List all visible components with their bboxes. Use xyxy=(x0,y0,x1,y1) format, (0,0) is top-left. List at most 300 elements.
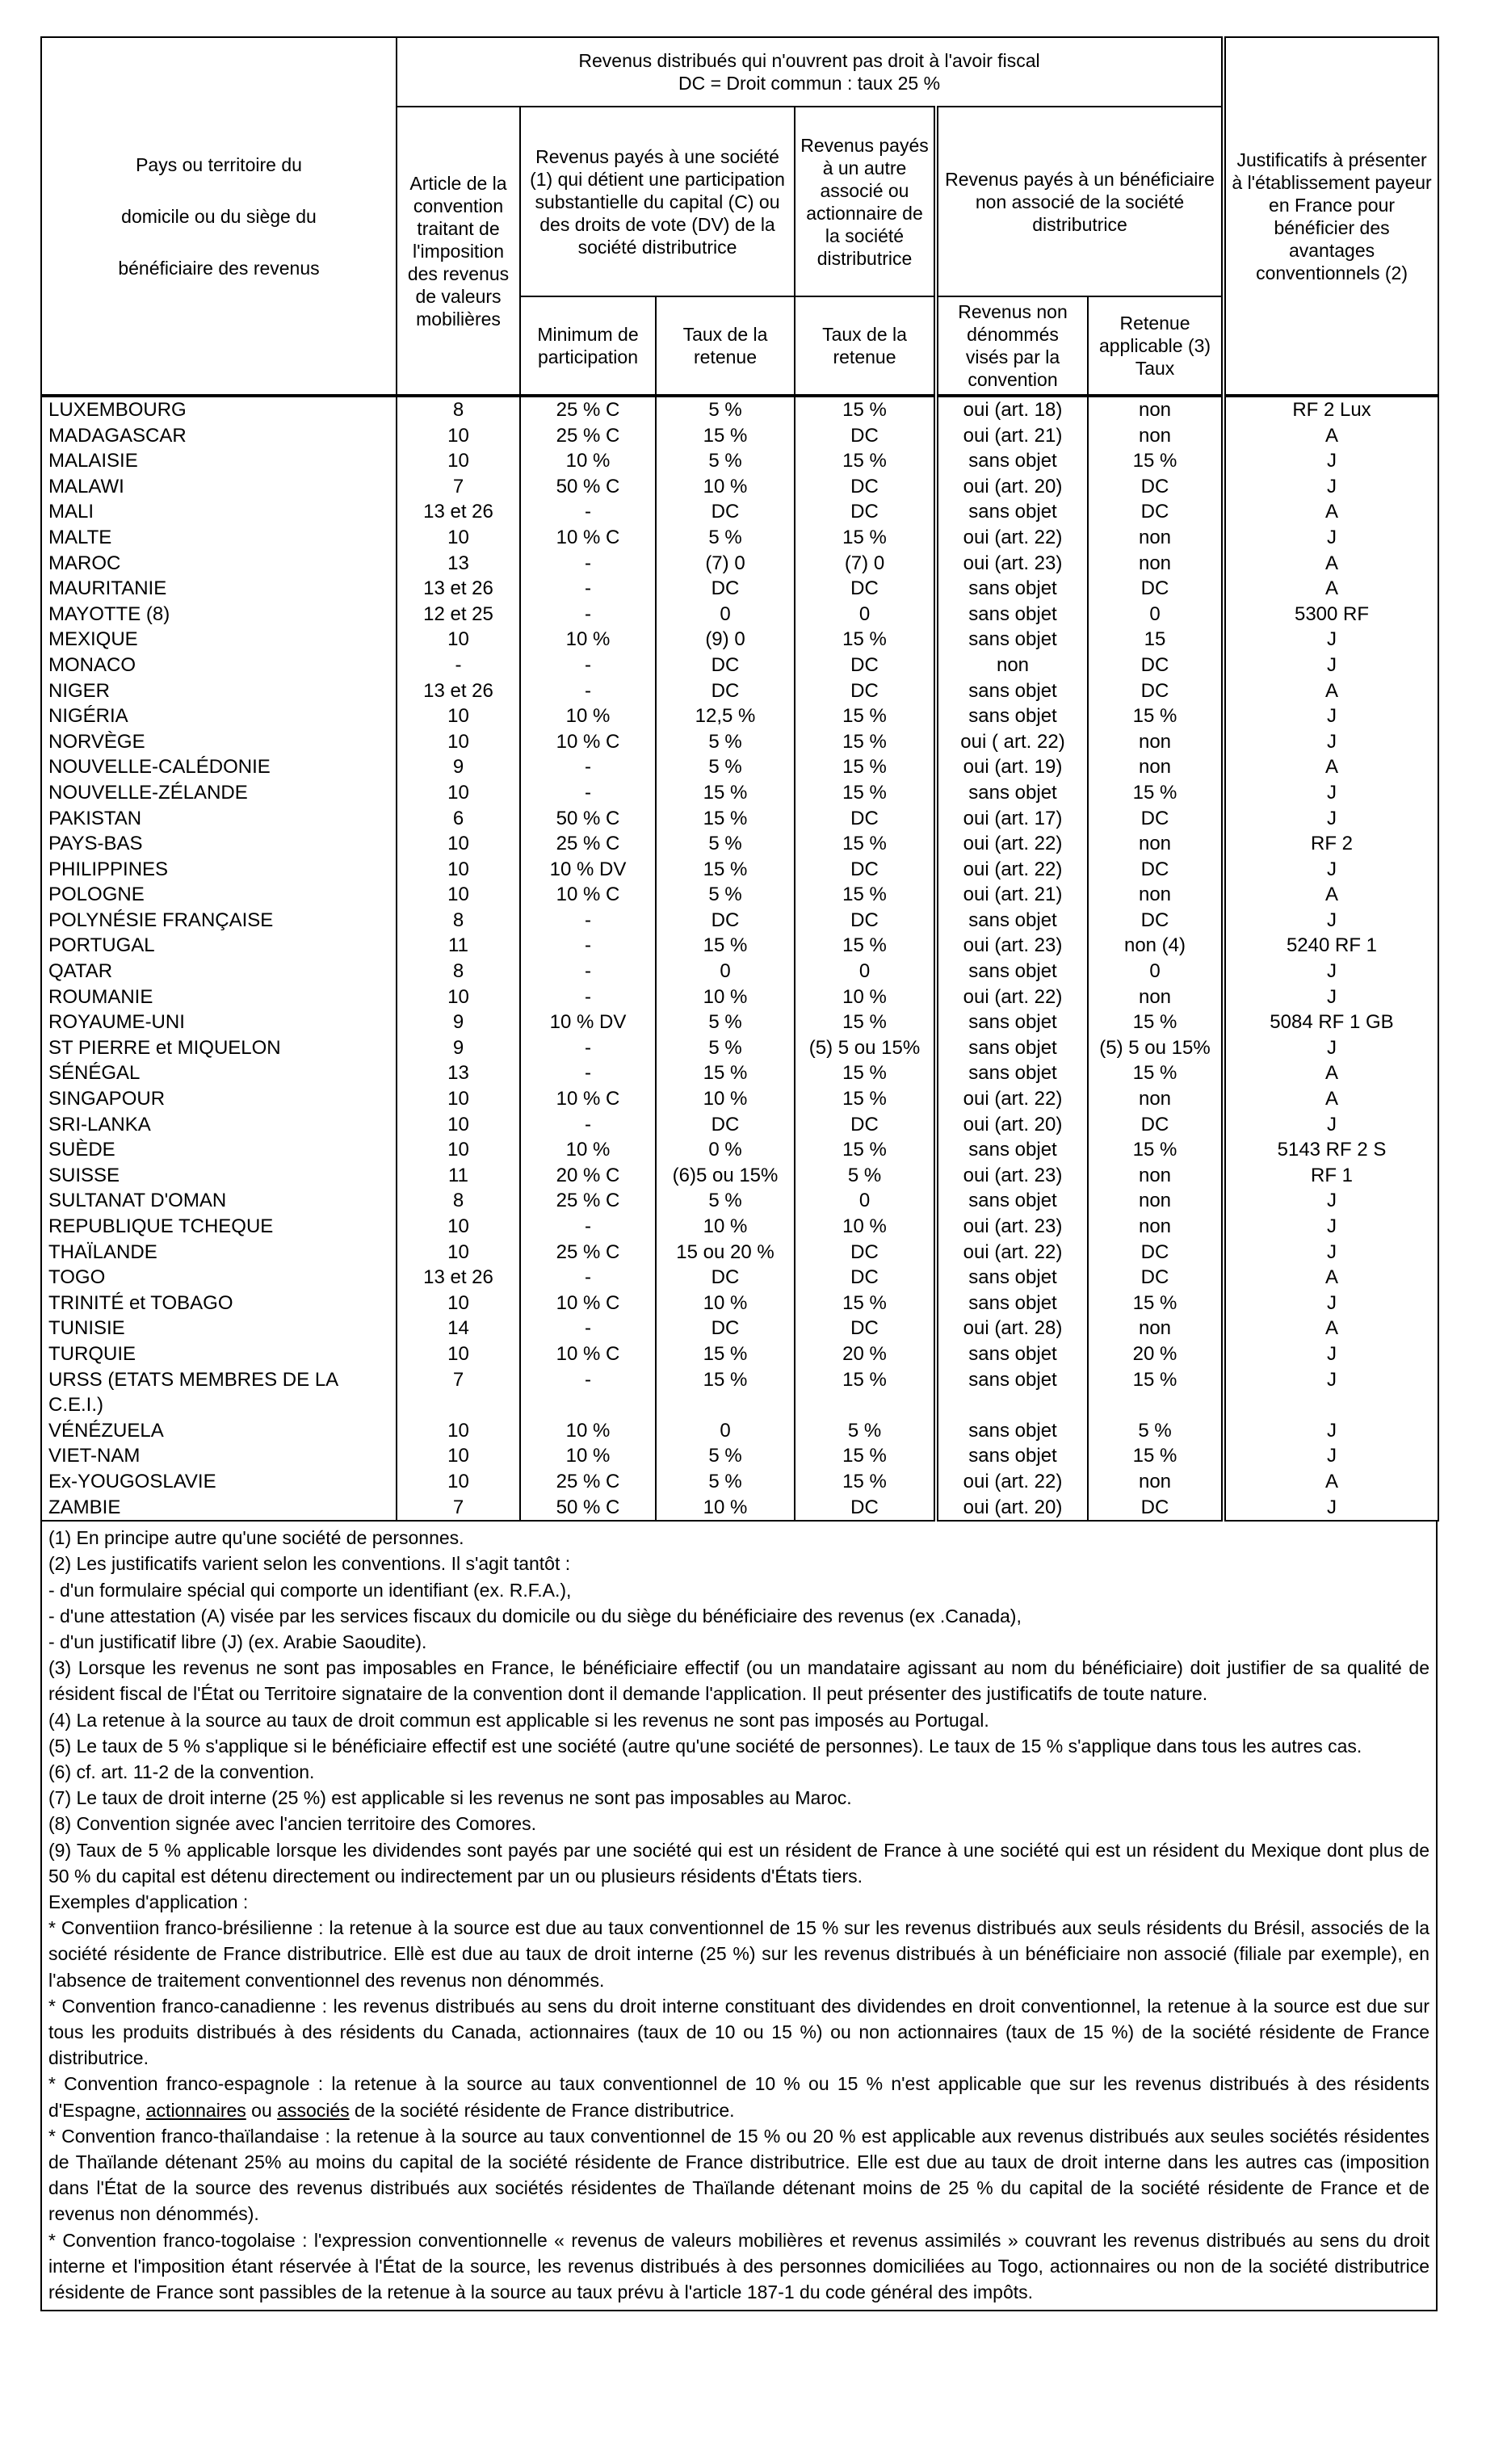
rate-associate-cell: 15 % xyxy=(795,397,936,423)
country-cell: MALAWI xyxy=(41,474,397,500)
article-cell: 13 et 26 xyxy=(397,1265,520,1291)
article-cell: 6 xyxy=(397,806,520,832)
article-cell: 13 et 26 xyxy=(397,576,520,602)
withholding-cell: non xyxy=(1088,423,1224,449)
table-row xyxy=(41,1367,1438,1418)
min-participation-cell: 25 % C xyxy=(520,1240,656,1266)
withholding-cell: DC xyxy=(1088,653,1224,678)
rate-retenue-cell: 5 % xyxy=(656,397,795,423)
rate-associate-cell: 10 % xyxy=(795,1214,936,1240)
withholding-cell: DC xyxy=(1088,857,1224,883)
country-cell: ZAMBIE xyxy=(41,1495,397,1522)
rate-retenue-cell: 15 % xyxy=(656,1060,795,1086)
min-participation-cell: 10 % DV xyxy=(520,1010,656,1035)
rate-retenue-cell: 5 % xyxy=(656,882,795,908)
justificatif-cell: J xyxy=(1224,1240,1438,1266)
min-participation-cell: - xyxy=(520,1112,656,1138)
country-cell: QATAR xyxy=(41,959,397,984)
withholding-cell: DC xyxy=(1088,576,1224,602)
rate-retenue-cell: 10 % xyxy=(656,1495,795,1522)
rate-associate-cell: DC xyxy=(795,806,936,832)
unnamed-income-cell: oui (art. 22) xyxy=(936,525,1088,551)
justificatif-cell: J xyxy=(1224,1291,1438,1316)
note-item: * Convention franco-togolaise : l'expression conventionnelle « revenus de valeurs mobilières et revenus assimilés » couvrant les revenus distribués au sens du droit interne et l'imposition étant réservée à l'État de la source, les revenus distribués à des personnes domiciliées au Togo, actionnaires ou non de la société distributrice résidente de France sont passibles de la retenue à la source au taux prévu à l'article 187-1 du code général des impôts. xyxy=(48,2229,1429,2303)
country-cell: TUNISIE xyxy=(41,1316,397,1341)
justificatifs-column-header: Justificatifs à présenter à l'établissement payeur en France pour bénéficier des avantages conventionnels (2) xyxy=(1224,37,1438,395)
rate-retenue-cell: (9) 0 xyxy=(656,627,795,653)
substantial-participation-header: Revenus payés à une société (1) qui détient une participation substantielle du capital (C) ou des droits de vote (DV) de la société distributrice xyxy=(520,107,795,296)
withholding-cell: non xyxy=(1088,1188,1224,1214)
article-cell: 10 xyxy=(397,857,520,883)
rate-associate-cell: DC xyxy=(795,857,936,883)
rate-associate-cell: 0 xyxy=(795,959,936,984)
withholding-cell: 20 % xyxy=(1088,1341,1224,1367)
note-item: - d'un justificatif libre (J) (ex. Arabie Saoudite). xyxy=(48,1631,427,1652)
justificatif-cell: J xyxy=(1224,857,1438,883)
unnamed-income-cell: oui (art. 20) xyxy=(936,1495,1088,1522)
justificatif-cell: A xyxy=(1224,1086,1438,1112)
note-item: (5) Le taux de 5 % s'applique si le bénéficiaire effectif est une société (autre qu'une société de personnes). Le taux de 15 % s'applique dans tous les autres cas. xyxy=(48,1735,1362,1757)
justificatif-cell: J xyxy=(1224,448,1438,474)
withholding-cell: 15 % xyxy=(1088,1010,1224,1035)
rate-retenue-header: Taux de la retenue xyxy=(656,296,795,395)
article-cell: 10 xyxy=(397,1469,520,1495)
country-header-line: domicile ou du siège du xyxy=(121,205,317,227)
tax-treaty-document xyxy=(40,36,1438,2311)
justificatif-cell: RF 2 xyxy=(1224,831,1438,857)
rate-retenue-cell: 10 % xyxy=(656,1291,795,1316)
rate-retenue-cell: 15 ou 20 % xyxy=(656,1240,795,1266)
justificatif-cell: 5300 RF xyxy=(1224,602,1438,628)
table-row xyxy=(41,678,1438,704)
rate-retenue-cell: 10 % xyxy=(656,1086,795,1112)
table-row xyxy=(41,1188,1438,1214)
withholding-cell: DC xyxy=(1088,908,1224,934)
rate-associate-cell: 15 % xyxy=(795,1469,936,1495)
withholding-cell: 0 xyxy=(1088,602,1224,628)
min-participation-cell: - xyxy=(520,576,656,602)
withholding-cell: 15 % xyxy=(1088,780,1224,806)
rate-associate-cell: DC xyxy=(795,1240,936,1266)
note-underlined: associés xyxy=(277,2099,350,2121)
min-participation-cell: 25 % C xyxy=(520,1469,656,1495)
min-participation-cell: - xyxy=(520,653,656,678)
rate-associate-cell: 15 % xyxy=(795,754,936,780)
note-item: * Convention franco-thaïlandaise : la retenue à la source au taux conventionnel de 15 % ou 20 % est applicable aux revenus distribués aux seules sociétés résidentes de Thaïlande détenant 25% au moins du capital de la société résidente de France distributrice. Elle est due au taux de droit interne dans les autres cas (imposition dans l'État de la source des revenus distribués aux sociétés résidentes de Thaïlande détenant moins de 25 % du capital de la société résidente de France et de revenus non dénommés). xyxy=(48,2125,1429,2225)
article-cell: 7 xyxy=(397,1495,520,1522)
country-cell: REPUBLIQUE TCHEQUE xyxy=(41,1214,397,1240)
min-participation-cell: 25 % C xyxy=(520,1188,656,1214)
article-cell: 7 xyxy=(397,1367,520,1418)
table-row xyxy=(41,908,1438,934)
table-row xyxy=(41,653,1438,678)
min-participation-cell: - xyxy=(520,1035,656,1061)
min-participation-cell: 10 % C xyxy=(520,1086,656,1112)
rate-associate-cell: 15 % xyxy=(795,1291,936,1316)
justificatif-cell: J xyxy=(1224,525,1438,551)
country-cell: MADAGASCAR xyxy=(41,423,397,449)
article-cell: 9 xyxy=(397,754,520,780)
rate-retenue-cell: 12,5 % xyxy=(656,703,795,729)
justificatif-cell: RF 1 xyxy=(1224,1163,1438,1189)
rate-associate-cell: DC xyxy=(795,1112,936,1138)
min-participation-cell: - xyxy=(520,602,656,628)
unnamed-income-cell: sans objet xyxy=(936,1341,1088,1367)
min-participation-cell: 25 % C xyxy=(520,423,656,449)
rate-associate-cell: 15 % xyxy=(795,1443,936,1469)
rate-associate-cell: 15 % xyxy=(795,448,936,474)
article-cell: 9 xyxy=(397,1010,520,1035)
unnamed-income-cell: oui (art. 19) xyxy=(936,754,1088,780)
min-participation-cell: - xyxy=(520,1316,656,1341)
article-cell: 10 xyxy=(397,882,520,908)
table-row xyxy=(41,1265,1438,1291)
rate-associate-cell: 15 % xyxy=(795,627,936,653)
withholding-cell: non xyxy=(1088,1469,1224,1495)
unnamed-income-cell: oui (art. 22) xyxy=(936,857,1088,883)
min-participation-cell: - xyxy=(520,1060,656,1086)
article-cell: 13 et 26 xyxy=(397,678,520,704)
table-row xyxy=(41,1495,1438,1522)
table-row xyxy=(41,1240,1438,1266)
withholding-cell: DC xyxy=(1088,499,1224,525)
rate-retenue-cell: 15 % xyxy=(656,806,795,832)
min-participation-cell: 10 % C xyxy=(520,1341,656,1367)
rate-retenue-cell: 5 % xyxy=(656,729,795,755)
rate-associate-cell: (7) 0 xyxy=(795,551,936,577)
rate-retenue-cell: 0 xyxy=(656,602,795,628)
unnamed-income-cell: oui (art. 17) xyxy=(936,806,1088,832)
country-cell: TOGO xyxy=(41,1265,397,1291)
rate-associate-cell: DC xyxy=(795,1495,936,1522)
article-cell: 10 xyxy=(397,1443,520,1469)
table-row xyxy=(41,448,1438,474)
withholding-cell: non xyxy=(1088,882,1224,908)
table-row xyxy=(41,984,1438,1010)
justificatif-cell: J xyxy=(1224,1495,1438,1522)
justificatif-cell: J xyxy=(1224,1418,1438,1444)
country-cell: TURQUIE xyxy=(41,1341,397,1367)
justificatif-cell: J xyxy=(1224,908,1438,934)
table-row xyxy=(41,1443,1438,1469)
table-row xyxy=(41,959,1438,984)
rate-retenue-cell: 10 % xyxy=(656,1214,795,1240)
note-item: (2) Les justificatifs varient selon les conventions. Il s'agit tantôt : xyxy=(48,1553,571,1575)
rate-retenue-cell: 5 % xyxy=(656,1010,795,1035)
justificatif-cell: J xyxy=(1224,1188,1438,1214)
justificatif-cell: J xyxy=(1224,1035,1438,1061)
country-cell: NORVÈGE xyxy=(41,729,397,755)
table-row xyxy=(41,1137,1438,1163)
country-cell: PORTUGAL xyxy=(41,933,397,959)
justificatif-cell: 5240 RF 1 xyxy=(1224,933,1438,959)
article-cell: - xyxy=(397,653,520,678)
rate-retenue-cell: 5 % xyxy=(656,1469,795,1495)
rate-associate-cell: DC xyxy=(795,576,936,602)
rate-associate-cell: 15 % xyxy=(795,703,936,729)
article-cell: 10 xyxy=(397,525,520,551)
rate-retenue-cell: 5 % xyxy=(656,448,795,474)
withholding-cell: non xyxy=(1088,1316,1224,1341)
justificatif-cell: J xyxy=(1224,780,1438,806)
country-cell: MAYOTTE (8) xyxy=(41,602,397,628)
rate-retenue-cell: 0 % xyxy=(656,1137,795,1163)
unnamed-income-cell: sans objet xyxy=(936,908,1088,934)
withholding-cell: (5) 5 ou 15% xyxy=(1088,1035,1224,1061)
note-text: ou xyxy=(246,2099,278,2121)
country-cell: MALI xyxy=(41,499,397,525)
unnamed-income-cell: sans objet xyxy=(936,1010,1088,1035)
unnamed-income-cell: oui (art. 22) xyxy=(936,831,1088,857)
min-participation-cell: - xyxy=(520,1265,656,1291)
note-item: (3) Lorsque les revenus ne sont pas imposables en France, le bénéficiaire effectif (ou un mandataire agissant au nom du bénéficiaire) doit justifier de sa qualité de résident fiscal de l'État ou Territoire signataire de la convention dont il demande l'application. Il peut présenter des justificatifs de toute nature. xyxy=(48,1657,1429,1705)
table-row xyxy=(41,551,1438,577)
note-item: - d'un formulaire spécial qui comporte un identifiant (ex. R.F.A.), xyxy=(48,1579,572,1601)
unnamed-income-cell: sans objet xyxy=(936,1367,1088,1418)
justificatif-cell: J xyxy=(1224,653,1438,678)
country-cell: ROYAUME-UNI xyxy=(41,1010,397,1035)
withholding-cell: non xyxy=(1088,729,1224,755)
article-cell: 10 xyxy=(397,1240,520,1266)
notes-section xyxy=(40,1522,1438,2311)
unnamed-income-cell: oui (art. 18) xyxy=(936,397,1088,423)
unnamed-income-cell: oui (art. 22) xyxy=(936,1086,1088,1112)
rate-associate-cell: DC xyxy=(795,678,936,704)
unnamed-income-cell: sans objet xyxy=(936,576,1088,602)
note-item: (1) En principe autre qu'une société de personnes. xyxy=(48,1527,464,1549)
rate-retenue-associate-header: Taux de la retenue xyxy=(795,296,936,395)
rate-associate-cell: 15 % xyxy=(795,1137,936,1163)
justificatif-cell: J xyxy=(1224,627,1438,653)
min-participation-cell: 10 % xyxy=(520,1418,656,1444)
country-header-line: Pays ou territoire du xyxy=(136,153,302,175)
justificatif-cell: A xyxy=(1224,882,1438,908)
unnamed-income-cell: sans objet xyxy=(936,678,1088,704)
min-participation-cell: - xyxy=(520,959,656,984)
table-row xyxy=(41,627,1438,653)
rate-retenue-cell: 15 % xyxy=(656,780,795,806)
unnamed-income-cell: sans objet xyxy=(936,1137,1088,1163)
country-cell: NIGER xyxy=(41,678,397,704)
rate-retenue-cell: DC xyxy=(656,1316,795,1341)
min-participation-cell: - xyxy=(520,499,656,525)
unnamed-income-cell: sans objet xyxy=(936,1265,1088,1291)
country-cell: MAURITANIE xyxy=(41,576,397,602)
unnamed-income-cell: oui (art. 20) xyxy=(936,474,1088,500)
withholding-cell: non xyxy=(1088,754,1224,780)
justificatif-cell: A xyxy=(1224,1060,1438,1086)
table-row xyxy=(41,1418,1438,1444)
unnamed-income-cell: oui (art. 22) xyxy=(936,1240,1088,1266)
withholding-cell: 15 xyxy=(1088,627,1224,653)
min-participation-cell: 10 % C xyxy=(520,525,656,551)
rate-retenue-cell: 5 % xyxy=(656,525,795,551)
withholding-cell: non xyxy=(1088,1086,1224,1112)
justificatif-cell: J xyxy=(1224,1112,1438,1138)
justificatif-cell: A xyxy=(1224,576,1438,602)
justificatif-cell: A xyxy=(1224,678,1438,704)
withholding-cell: 5 % xyxy=(1088,1418,1224,1444)
unnamed-income-cell: oui (art. 23) xyxy=(936,551,1088,577)
withholding-cell: DC xyxy=(1088,474,1224,500)
rate-retenue-cell: 10 % xyxy=(656,984,795,1010)
withholding-cell: 15 % xyxy=(1088,1060,1224,1086)
rate-associate-cell: 15 % xyxy=(795,882,936,908)
rate-associate-cell: DC xyxy=(795,474,936,500)
article-cell: 10 xyxy=(397,627,520,653)
rate-retenue-cell: (7) 0 xyxy=(656,551,795,577)
article-cell: 12 et 25 xyxy=(397,602,520,628)
withholding-cell: DC xyxy=(1088,806,1224,832)
withholding-cell: DC xyxy=(1088,1240,1224,1266)
unnamed-income-cell: sans objet xyxy=(936,499,1088,525)
article-cell: 10 xyxy=(397,1137,520,1163)
note-item: * Conventiion franco-brésilienne : la retenue à la source est due au taux conventionnel de 15 % sur les revenus distribués aux seuls résidents du Brésil, associés de la société résidente de France distributrice. Ellè est due au taux de droit interne (25 %) sur les revenus distribués à un bénéficiaire non associé (filiale par exemple), en l'absence de traitement conventionnel des revenus non dénommés. xyxy=(48,1917,1429,1991)
rate-associate-cell: DC xyxy=(795,499,936,525)
rate-retenue-cell: 10 % xyxy=(656,474,795,500)
withholding-cell: 15 % xyxy=(1088,1367,1224,1418)
article-cell: 10 xyxy=(397,703,520,729)
country-cell: TRINITÉ et TOBAGO xyxy=(41,1291,397,1316)
min-participation-cell: - xyxy=(520,1214,656,1240)
withholding-cell: non xyxy=(1088,831,1224,857)
rate-associate-cell: DC xyxy=(795,653,936,678)
unnamed-income-cell: sans objet xyxy=(936,1291,1088,1316)
min-participation-cell: 50 % C xyxy=(520,1495,656,1522)
unnamed-income-cell: oui (art. 22) xyxy=(936,984,1088,1010)
min-participation-cell: 10 % C xyxy=(520,882,656,908)
article-cell: 10 xyxy=(397,984,520,1010)
min-participation-cell: 10 % xyxy=(520,1443,656,1469)
country-column-header xyxy=(41,37,397,395)
country-cell: URSS (ETATS MEMBRES DE LA C.E.I.) xyxy=(41,1367,397,1418)
withholding-cell: non xyxy=(1088,551,1224,577)
article-cell: 13 xyxy=(397,1060,520,1086)
withholding-cell: non xyxy=(1088,1214,1224,1240)
country-cell: PHILIPPINES xyxy=(41,857,397,883)
rate-associate-cell: 20 % xyxy=(795,1341,936,1367)
rate-retenue-cell: 5 % xyxy=(656,1035,795,1061)
table-row xyxy=(41,1035,1438,1061)
non-associate-header: Revenus payés à un bénéficiaire non associé de la société distributrice xyxy=(936,107,1224,296)
article-cell: 10 xyxy=(397,423,520,449)
unnamed-income-cell: oui (art. 23) xyxy=(936,933,1088,959)
article-cell: 14 xyxy=(397,1316,520,1341)
withholding-cell: 15 % xyxy=(1088,448,1224,474)
rate-retenue-cell: 0 xyxy=(656,959,795,984)
unnamed-income-cell: sans objet xyxy=(936,1060,1088,1086)
note-item: * Convention franco-canadienne : les revenus distribués au sens du droit interne constituant des dividendes en droit conventionnel, la retenue à la source est due sur tous les produits distribués à des résidents du Canada, actionnaires (taux de 10 ou 15 %) ou non actionnaires (taux de 15 %) de la société résidente de France distributrice. xyxy=(48,1995,1429,2069)
article-cell: 10 xyxy=(397,1214,520,1240)
table-row xyxy=(41,806,1438,832)
note-item: (7) Le taux de droit interne (25 %) est applicable si les revenus ne sont pas imposables au Maroc. xyxy=(48,1787,852,1809)
country-cell: ST PIERRE et MIQUELON xyxy=(41,1035,397,1061)
unnamed-income-cell: oui (art. 22) xyxy=(936,1469,1088,1495)
unnamed-income-cell: oui (art. 28) xyxy=(936,1316,1088,1341)
unnamed-income-cell: sans objet xyxy=(936,1188,1088,1214)
min-participation-cell: 10 % xyxy=(520,1137,656,1163)
min-participation-cell: - xyxy=(520,780,656,806)
justificatif-cell: J xyxy=(1224,729,1438,755)
article-cell: 7 xyxy=(397,474,520,500)
unnamed-income-cell: sans objet xyxy=(936,627,1088,653)
article-column-header: Article de la convention traitant de l'imposition des revenus de valeurs mobilières xyxy=(397,107,520,395)
unnamed-income-cell: oui (art. 23) xyxy=(936,1214,1088,1240)
country-cell: SUÈDE xyxy=(41,1137,397,1163)
table-row xyxy=(41,1316,1438,1341)
min-participation-cell: - xyxy=(520,678,656,704)
table-row xyxy=(41,423,1438,449)
rate-associate-cell: (5) 5 ou 15% xyxy=(795,1035,936,1061)
table-row xyxy=(41,831,1438,857)
table-row xyxy=(41,754,1438,780)
table-row xyxy=(41,1010,1438,1035)
rate-associate-cell: 15 % xyxy=(795,933,936,959)
table-row xyxy=(41,576,1438,602)
min-participation-cell: - xyxy=(520,908,656,934)
country-cell: PAYS-BAS xyxy=(41,831,397,857)
rate-retenue-cell: 0 xyxy=(656,1418,795,1444)
justificatif-cell: J xyxy=(1224,1443,1438,1469)
justificatif-cell: A xyxy=(1224,754,1438,780)
country-cell: VIET-NAM xyxy=(41,1443,397,1469)
country-cell: MALAISIE xyxy=(41,448,397,474)
rate-retenue-cell: DC xyxy=(656,908,795,934)
article-cell: 10 xyxy=(397,1086,520,1112)
withholding-cell: DC xyxy=(1088,678,1224,704)
justificatif-cell: J xyxy=(1224,1214,1438,1240)
rate-retenue-cell: 15 % xyxy=(656,1341,795,1367)
article-cell: 8 xyxy=(397,959,520,984)
article-cell: 9 xyxy=(397,1035,520,1061)
justificatif-cell: J xyxy=(1224,806,1438,832)
table-row xyxy=(41,397,1438,423)
country-cell: SRI-LANKA xyxy=(41,1112,397,1138)
withholding-cell: DC xyxy=(1088,1112,1224,1138)
article-cell: 10 xyxy=(397,448,520,474)
min-participation-cell: 20 % C xyxy=(520,1163,656,1189)
rate-retenue-cell: 15 % xyxy=(656,1367,795,1418)
min-participation-cell: - xyxy=(520,754,656,780)
country-cell: VÉNÉZUELA xyxy=(41,1418,397,1444)
country-cell: NIGÉRIA xyxy=(41,703,397,729)
justificatif-cell: J xyxy=(1224,1367,1438,1418)
unnamed-income-cell: sans objet xyxy=(936,780,1088,806)
withholding-cell: 0 xyxy=(1088,959,1224,984)
group-title xyxy=(397,37,1224,107)
article-cell: 8 xyxy=(397,1188,520,1214)
withholding-cell: DC xyxy=(1088,1495,1224,1522)
group-title-line2: DC = Droit commun : taux 25 % xyxy=(678,73,941,94)
rate-retenue-cell: DC xyxy=(656,653,795,678)
justificatif-cell: A xyxy=(1224,423,1438,449)
note-text: de la société résidente de France distributrice. xyxy=(349,2099,735,2121)
country-cell: LUXEMBOURG xyxy=(41,397,397,423)
unnamed-income-cell: sans objet xyxy=(936,959,1088,984)
rate-retenue-cell: 5 % xyxy=(656,831,795,857)
group-title-line1: Revenus distribués qui n'ouvrent pas droit à l'avoir fiscal xyxy=(578,50,1040,71)
min-participation-cell: 25 % C xyxy=(520,831,656,857)
rate-retenue-cell: 5 % xyxy=(656,1188,795,1214)
article-cell: 13 xyxy=(397,551,520,577)
article-cell: 10 xyxy=(397,1418,520,1444)
min-participation-cell: 10 % DV xyxy=(520,857,656,883)
country-cell: NOUVELLE-CALÉDONIE xyxy=(41,754,397,780)
country-cell: MEXIQUE xyxy=(41,627,397,653)
table-row xyxy=(41,1341,1438,1367)
country-cell: MALTE xyxy=(41,525,397,551)
data-table xyxy=(40,396,1439,1522)
